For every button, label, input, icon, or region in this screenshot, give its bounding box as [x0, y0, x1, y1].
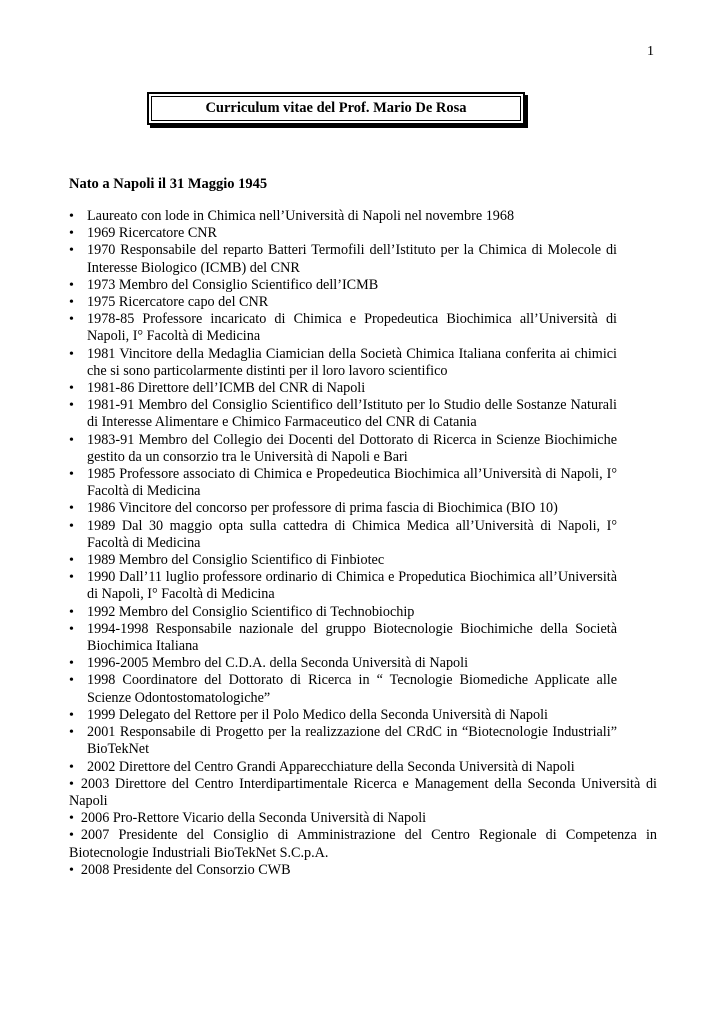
- list-item-text: 2003 Direttore del Centro Interdipartimentale Ricerca e Management della Seconda Università di Napoli: [69, 775, 657, 809]
- bullet-icon: •: [69, 725, 74, 741]
- bullet-icon: •: [69, 518, 74, 534]
- bullet-icon: •: [69, 501, 74, 517]
- list-item-text: 1973 Membro del Consiglio Scientifico dell’ICMB: [87, 276, 379, 293]
- bullet-icon: •: [69, 432, 74, 448]
- bullet-icon: •: [69, 759, 74, 775]
- list-item: [69, 518, 617, 552]
- list-item-text: 1990 Dall’11 luglio professore ordinario di Chimica e Propedutica Biochimica all’Università di Napoli, I° Facoltà di Medicina: [87, 569, 617, 603]
- bullet-icon: •: [69, 312, 74, 328]
- bullet-icon: •: [69, 226, 74, 242]
- list-item-text: 1981-91 Membro del Consiglio Scientifico dell’Istituto per lo Studio delle Sostanze Naturali di Interesse Alimentare e Chimico Farmaceutico del CNR di Catania: [87, 397, 617, 431]
- bullet-icon: •: [69, 862, 74, 878]
- list-item-text: 1986 Vincitore del concorso per professore di prima fascia di Biochimica (BIO 10): [87, 500, 558, 517]
- bullet-icon: •: [69, 604, 74, 620]
- list-item-text: 1994-1998 Responsabile nazionale del gruppo Biotecnologie Biochimiche della Società Biochimica Italiana: [87, 620, 617, 655]
- list-item-text: 2008 Presidente del Consorzio CWB: [80, 861, 291, 878]
- bullet-icon: •: [69, 621, 74, 637]
- bullet-icon: •: [69, 277, 74, 293]
- list-item-text: 1981 Vincitore della Medaglia Ciamician della Società Chimica Italiana conferita ai chimici che si sono particolarmente distinti per il loro lavoro scientifico: [87, 345, 617, 379]
- list-item: [69, 208, 617, 225]
- title-box: [147, 92, 525, 125]
- list-item-text: 1989 Dal 30 maggio opta sulla cattedra di Chimica Medica all’Università di Napoli, I° Facoltà di Medicina: [87, 517, 617, 551]
- list-item: [69, 277, 617, 294]
- list-item: [69, 466, 617, 500]
- list-item: [69, 621, 617, 655]
- list-item: [69, 604, 617, 621]
- list-item: [69, 827, 657, 861]
- bullet-icon: •: [69, 243, 74, 259]
- list-item: [69, 311, 617, 345]
- list-item: [69, 432, 617, 466]
- bullet-icon: •: [69, 828, 74, 844]
- list-item: [69, 810, 657, 827]
- list-item: [69, 380, 617, 397]
- bullet-icon: •: [69, 707, 74, 723]
- list-item-text: 1989 Membro del Consiglio Scientifico di Finbiotec: [87, 552, 385, 569]
- list-item-text: 1969 Ricercatore CNR: [87, 225, 218, 242]
- bullet-icon: •: [69, 811, 74, 827]
- list-item: [69, 294, 617, 311]
- list-item-text: 1978-85 Professore incaricato di Chimica e Propedeutica Biochimica all’Università di Napoli, I° Facoltà di Medicina: [87, 311, 617, 345]
- list-item: [69, 759, 617, 776]
- bullet-icon: •: [69, 467, 74, 483]
- list-item: [69, 672, 617, 706]
- bullet-icon: •: [69, 776, 74, 792]
- list-item-text: 2002 Direttore del Centro Grandi Apparecchiature della Seconda Università di Napoli: [87, 758, 575, 775]
- list-item: [69, 776, 657, 810]
- list-item: [69, 724, 617, 758]
- bullet-icon: •: [69, 346, 74, 362]
- list-item-text: Laureato con lode in Chimica nell’Università di Napoli nel novembre 1968: [87, 208, 515, 224]
- list-item-text: 1975 Ricercatore capo del CNR: [87, 294, 269, 311]
- list-item: [69, 346, 617, 380]
- list-item-text: 2001 Responsabile di Progetto per la realizzazione del CRdC in “Biotecnologie Industriali” BioTekNet: [87, 724, 617, 758]
- document-title: Curriculum vitae del Prof. Mario De Rosa: [151, 96, 521, 121]
- list-item-text: 1981-86 Direttore dell’ICMB del CNR di Napoli: [87, 380, 366, 397]
- list-item: [69, 862, 657, 879]
- list-item: [69, 242, 617, 276]
- bullet-icon: •: [69, 209, 74, 224]
- list-item-text: 1970 Responsabile del reparto Batteri Termofili dell’Istituto per la Chimica di Molecole di Interesse Biologico (ICMB) del CNR: [87, 242, 617, 276]
- bullet-icon: •: [69, 295, 74, 311]
- bullet-icon: •: [69, 398, 74, 414]
- page-number: 1: [647, 44, 654, 59]
- list-item: [69, 552, 617, 569]
- list-item-text: 1996-2005 Membro del C.D.A. della Seconda Università di Napoli: [87, 655, 469, 672]
- bullet-icon: •: [69, 673, 74, 689]
- list-item: [69, 707, 617, 724]
- list-item: [69, 500, 617, 517]
- bullet-icon: •: [69, 570, 74, 586]
- list-item-text: 2006 Pro-Rettore Vicario della Seconda Università di Napoli: [80, 810, 427, 827]
- bullet-icon: •: [69, 656, 74, 672]
- list-item: [69, 225, 617, 242]
- list-item-text: 1992 Membro del Consiglio Scientifico di Technobiochip: [87, 603, 415, 620]
- list-item-text: 1983-91 Membro del Collegio dei Docenti del Dottorato di Ricerca in Scienze Biochimiche gestito da un consorzio tra le Università di Napoli e Bari: [87, 431, 617, 465]
- list-item: [69, 569, 617, 603]
- bullet-icon: •: [69, 553, 74, 569]
- list-item: [69, 397, 617, 431]
- cv-list: [69, 208, 657, 879]
- list-item-text: 1985 Professore associato di Chimica e Propedeutica Biochimica all’Università di Napoli, I° Facoltà di Medicina: [87, 466, 617, 500]
- list-item-text: 1999 Delegato del Rettore per il Polo Medico della Seconda Università di Napoli: [87, 706, 548, 723]
- bullet-icon: •: [69, 381, 74, 397]
- birth-line: Nato a Napoli il 31 Maggio 1945: [69, 176, 268, 192]
- list-item-text: 2007 Presidente del Consiglio di Amministrazione del Centro Regionale di Competenza in Biotecnologie Industriali BioTekNet S.C.p.A.: [69, 827, 657, 861]
- list-item-text: 1998 Coordinatore del Dottorato di Ricerca in “ Tecnologie Biomediche Applicate alle Scienze Odontostomatologiche”: [87, 672, 617, 706]
- list-item: [69, 655, 617, 672]
